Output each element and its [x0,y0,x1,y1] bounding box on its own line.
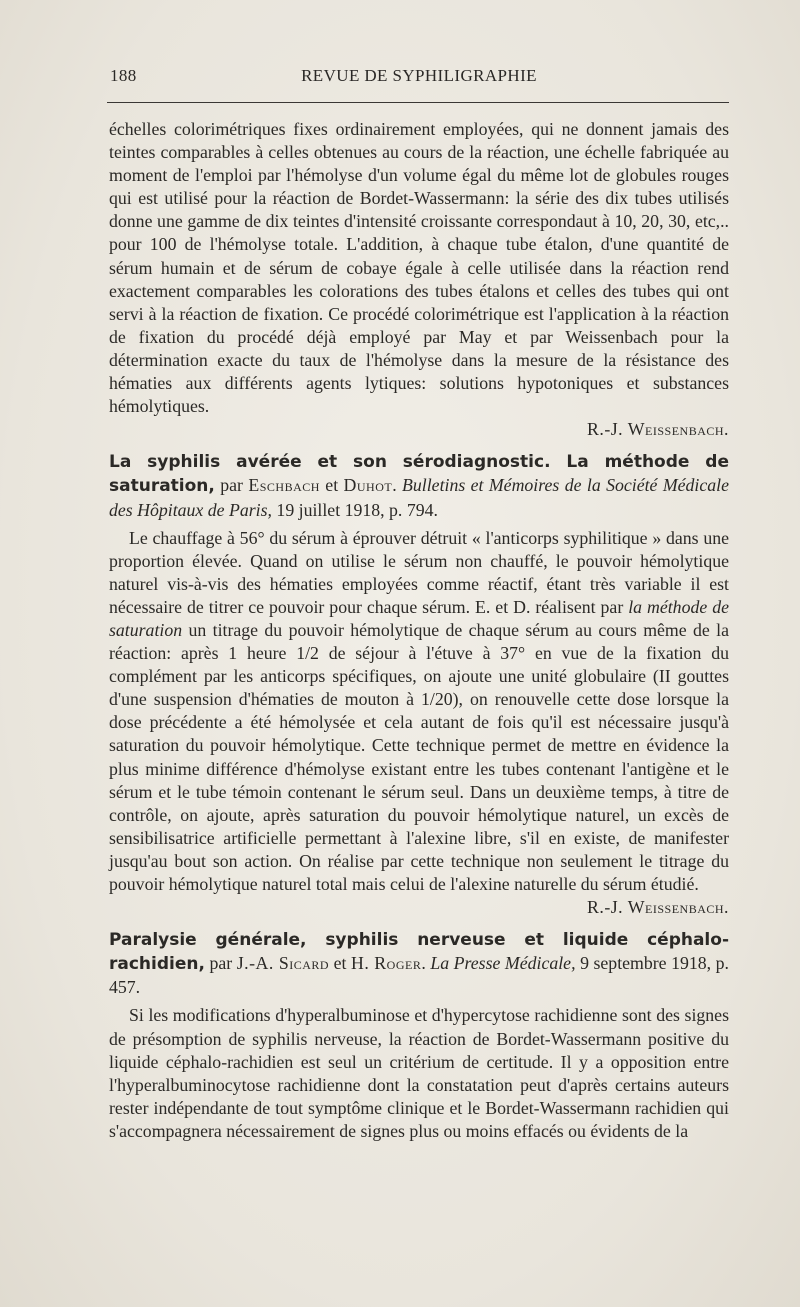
article-2-author-2: H. Roger [350,953,422,974]
page-body [109,118,729,1143]
page-number: 188 [110,66,137,85]
article-1-journal: Bulletins et Mémoires de la Société Médicale des Hôpitaux de Paris, [109,475,729,520]
intro-signature: R.-J. Weissenbach. [587,419,729,440]
article-2-by: par [204,953,237,974]
article-1-citation: 19 juillet 1918, p. 794. [271,499,438,520]
article-1-method: la méthode de saturation [109,596,729,640]
article-2-author-1: J.-A. Sicard [236,953,330,974]
article-2-heading [109,929,729,1000]
page-header [110,66,728,92]
article-1-text-after: un titrage du pouvoir hémolytique de chaque sérum au cours même de la réaction: après 1 heure 1/2 de séjour à l'étuve à 37° en vue de la fixation du complément par les anticorps spécifiques, on ajoute une unité globulaire (II gouttes d'une suspension d'hématies de mouton à 1/20), on renouvelle cette dose lorsque la dose précédente a été hémolysée et cela autant de fois qu'il est nécessaire jusqu'à saturation du pouvoir hémolytique. Cette technique permet de mettre en évidence la plus minime différence d'hémolyse existant entre les tubes contenant l'antigène et le sérum et le tube témoin contenant le sérum seul. Dans un deuxième temps, à titre de contrôle, on ajoute, après saturation du pouvoir hémolytique naturel, un excès de sensibilisatrice artificielle permettant à l'alexine libre, s'il en existe, de manifester jusqu'au bout son action. On réalise par cette technique non seulement le titrage du pouvoir hémolytique naturel total mais celui de l'alexine naturelle du sérum étudié. [109,619,729,894]
article-2-after-authors: . [421,953,431,974]
article-1-author-2: Duhot [343,475,393,496]
article-1-signature: R.-J. Weissenbach. [587,897,729,918]
article-2-journal: La Presse Médicale, [430,953,576,974]
article-1-after-authors: . [392,475,403,496]
article-1-by: par [214,475,249,496]
intro-paragraph: échelles colorimétriques fixes ordinairement employées, qui ne donnent jamais des teintes comparables à celles obtenues au cours de la réaction, une échelle fabriquée au moment de l'emploi par l'hémolyse d'un volume égal du même lot de globules rouges qui est utilisé pour la réaction de Bordet-Wassermann: la série des dix tubes utilisés donne une gamme de dix teintes d'intensité croissante correspondaut à 10, 20, 30, etc,.. pour 100 de l'hémolyse totale. L'addition, à chaque tube étalon, d'une quantité de sérum humain et de sérum de cobaye égale à celle utilisée dans la réaction rend exactement comparables les colorations des tubes étalons et celles des tubes qui ont servi à la réaction de fixation. Ce procédé colorimétrique est l'application à la réaction de fixation du procédé déjà employé par May et par Weissenbach pour la détermination exacte du taux de l'hémolyse dans la mesure de la résistance des hématies aux différents agents lytiques: solutions hypotoniques et substances hémolytiques. [109,119,729,417]
article-2-and: et [329,953,351,974]
article-1-author-1: Eschbach [248,475,320,496]
article-2-citation: 9 septembre 1918, p. 457. [109,953,729,998]
article-1-title: La syphilis avérée et son sérodiagnostic. La méthode de saturation, [109,452,729,497]
header-rule [107,102,729,103]
article-1-text [109,527,729,897]
article-2-title: Paralysie générale, syphilis nerveuse et liquide céphalo-rachidien, [109,930,729,975]
running-title: REVUE DE SYPHILIGRAPHIE [301,66,537,85]
article-1-and: et [319,475,344,496]
article-1-text-before: Le chauffage à 56° du sérum à éprouver détruit « l'anticorps syphilitique » dans une proportion élevée. Quand on utilise le sérum non chauffé, le pouvoir hémolytique naturel vis-à-vis des hématies employées comme réactif, étant très variable il est nécessaire de titrer ce pouvoir pour chaque sérum. E. et D. réalisent par [109,527,729,617]
article-1-heading [109,451,729,522]
article-2-text: Si les modifications d'hyperalbuminose et d'hypercytose rachidienne sont des signes de présomption de syphilis nerveuse, la réaction de Bordet-Wassermann positive du liquide céphalo-rachidien est seul un critérium de certitude. Il y a opposition entre l'hyperalbuminocytose rachidienne dont la constatation peut d'après certains auteurs rester indépendante de tout symptôme clinique et le Bordet-Wassermann rachidien qui s'accompagnera nécessairement de signes plus ou moins effacés ou évidents de la [109,1005,729,1141]
